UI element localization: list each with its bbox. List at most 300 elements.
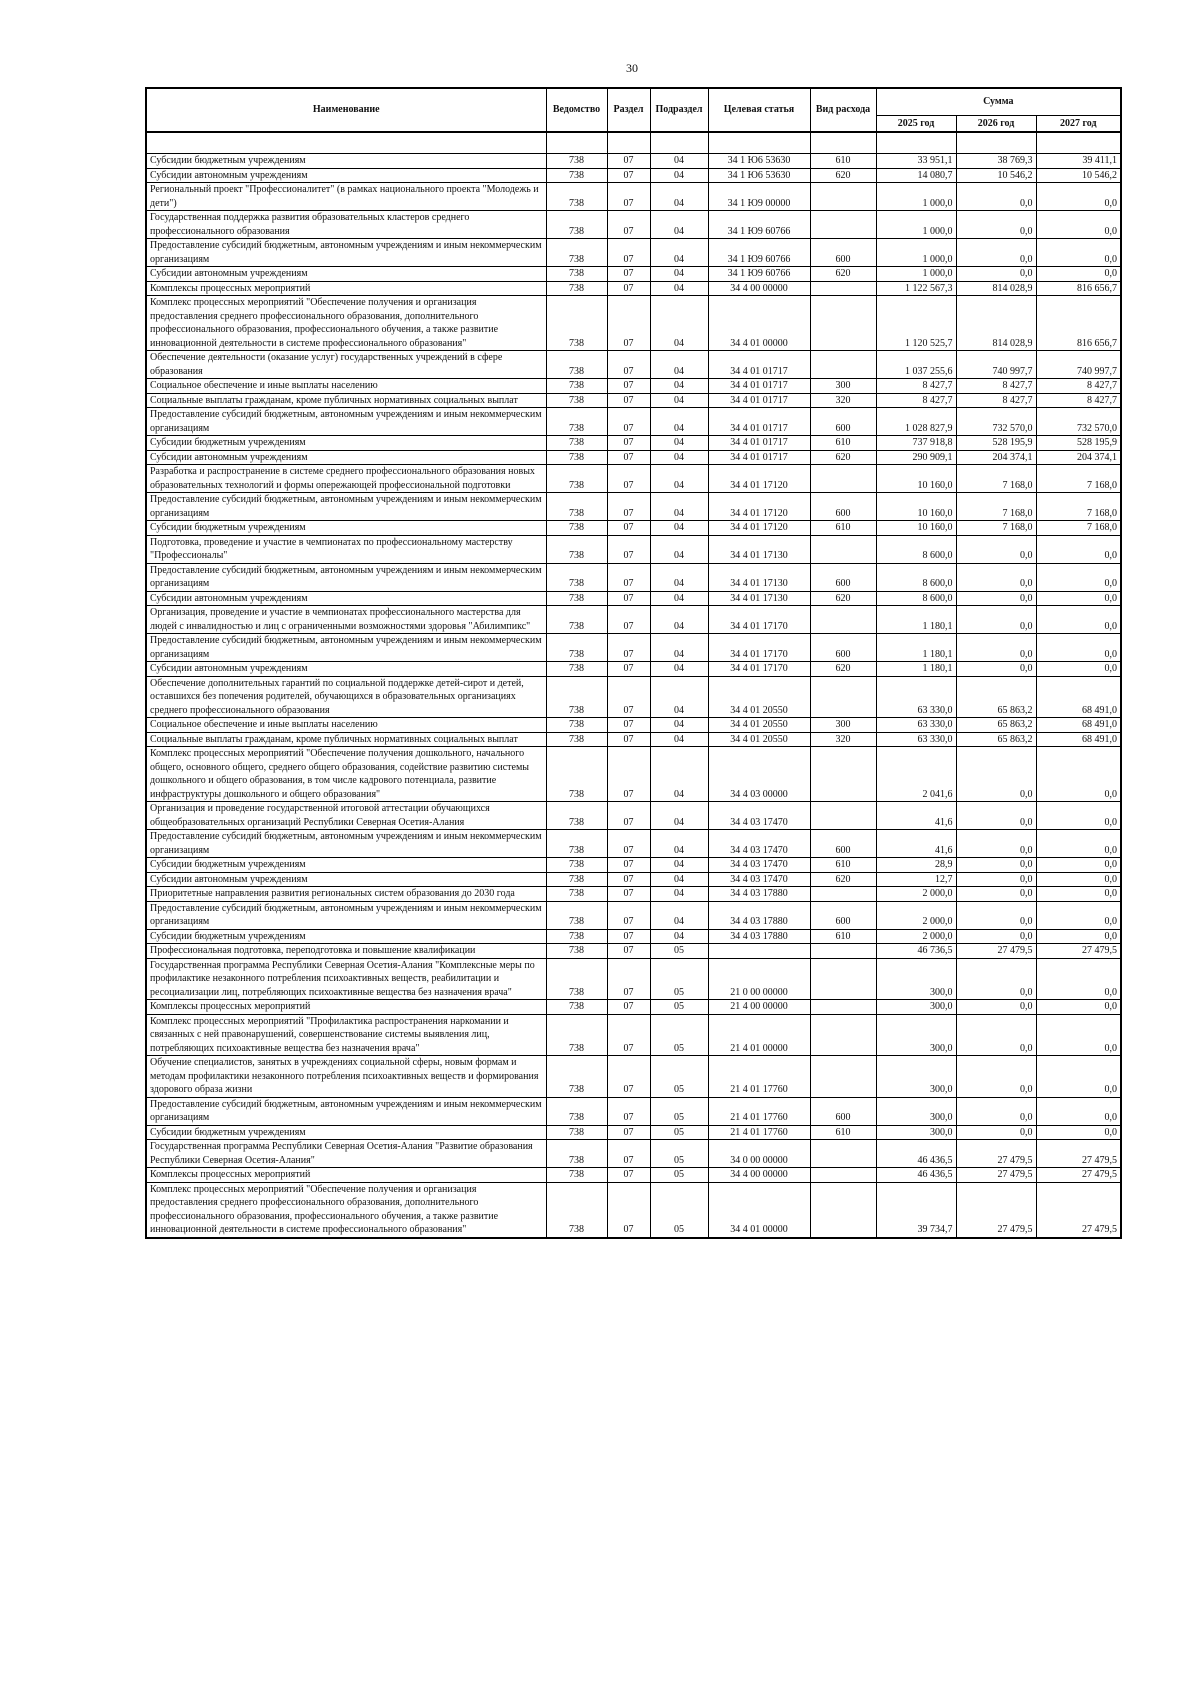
cell-2027: 0,0 [1036, 872, 1121, 887]
cell-vedomstvo: 738 [546, 351, 607, 379]
cell-vedomstvo: 738 [546, 1182, 607, 1238]
cell-razdel: 07 [607, 450, 650, 465]
cell-razdel: 07 [607, 1168, 650, 1183]
table-row [146, 830, 1121, 858]
cell-vedomstvo: 738 [546, 887, 607, 902]
cell-podrazdel: 05 [650, 1140, 708, 1168]
cell-vedomstvo: 738 [546, 1014, 607, 1056]
cell-2026: 0,0 [956, 901, 1036, 929]
cell-2027: 0,0 [1036, 830, 1121, 858]
cell-vedomstvo: 738 [546, 591, 607, 606]
cell-2026: 8 427,7 [956, 393, 1036, 408]
cell-celevaya: 34 1 Ю9 00000 [708, 183, 810, 211]
cell-celevaya: 34 4 03 17470 [708, 872, 810, 887]
cell-2026: 65 863,2 [956, 676, 1036, 718]
cell-2027: 0,0 [1036, 662, 1121, 677]
cell-podrazdel: 04 [650, 606, 708, 634]
cell-podrazdel: 04 [650, 183, 708, 211]
table-row [146, 535, 1121, 563]
cell-vedomstvo: 738 [546, 958, 607, 1000]
cell-podrazdel: 04 [650, 535, 708, 563]
cell-2027: 0,0 [1036, 634, 1121, 662]
cell-vid [810, 211, 876, 239]
header-2027: 2027 год [1036, 116, 1121, 133]
cell-2025: 46 436,5 [876, 1168, 956, 1183]
header-celevaya: Целевая статья [708, 88, 810, 132]
cell-2026: 0,0 [956, 887, 1036, 902]
budget-table [145, 87, 1122, 1239]
cell-name: Комплексы процессных мероприятий [146, 281, 546, 296]
cell-razdel: 07 [607, 606, 650, 634]
cell-2026: 740 997,7 [956, 351, 1036, 379]
cell-vedomstvo: 738 [546, 493, 607, 521]
cell-2026: 7 168,0 [956, 521, 1036, 536]
cell-podrazdel: 04 [650, 379, 708, 394]
cell-celevaya: 34 4 01 01717 [708, 450, 810, 465]
cell-podrazdel: 04 [650, 662, 708, 677]
cell-celevaya: 34 4 01 00000 [708, 1182, 810, 1238]
header-vid: Вид расхода [810, 88, 876, 132]
cell-name: Субсидии автономным учреждениям [146, 591, 546, 606]
cell-razdel: 07 [607, 521, 650, 536]
cell-2026: 0,0 [956, 1000, 1036, 1015]
cell-2026: 65 863,2 [956, 718, 1036, 733]
cell-2026: 10 546,2 [956, 168, 1036, 183]
cell-2025: 1 180,1 [876, 634, 956, 662]
cell-razdel: 07 [607, 563, 650, 591]
cell-vedomstvo: 738 [546, 296, 607, 351]
cell-name: Комплекс процессных мероприятий "Обеспечение получения и организация предоставления среднего профессионального образования, дополнительного профессионального образования, профессионального обучения, а также развитие инновационной деятельности в системе профессионального образования" [146, 1182, 546, 1238]
cell-name: Государственная программа Республики Северная Осетия-Алания "Развитие образования Республики Северная Осетия-Алания" [146, 1140, 546, 1168]
header-vedomstvo: Ведомство [546, 88, 607, 132]
cell-vedomstvo: 738 [546, 732, 607, 747]
cell-2027: 68 491,0 [1036, 732, 1121, 747]
cell-2027: 0,0 [1036, 183, 1121, 211]
cell-podrazdel: 04 [650, 211, 708, 239]
cell-name: Комплексы процессных мероприятий [146, 1168, 546, 1183]
cell-2027: 10 546,2 [1036, 168, 1121, 183]
cell-vid: 600 [810, 563, 876, 591]
cell-celevaya: 34 4 01 17120 [708, 465, 810, 493]
cell-vid [810, 1168, 876, 1183]
cell-2025: 1 180,1 [876, 606, 956, 634]
cell-podrazdel: 04 [650, 676, 708, 718]
cell-2025: 1 037 255,6 [876, 351, 956, 379]
table-row [146, 901, 1121, 929]
cell-razdel: 07 [607, 1097, 650, 1125]
cell-2027: 0,0 [1036, 591, 1121, 606]
cell-2027: 0,0 [1036, 1125, 1121, 1140]
cell-vid: 600 [810, 901, 876, 929]
cell-2026: 8 427,7 [956, 379, 1036, 394]
cell-2026: 27 479,5 [956, 1140, 1036, 1168]
cell-vid: 610 [810, 436, 876, 451]
table-row [146, 718, 1121, 733]
cell-2026: 0,0 [956, 802, 1036, 830]
cell-razdel: 07 [607, 944, 650, 959]
cell-name: Субсидии автономным учреждениям [146, 450, 546, 465]
cell-celevaya: 34 0 00 00000 [708, 1140, 810, 1168]
cell-vedomstvo: 738 [546, 267, 607, 282]
cell-name: Социальное обеспечение и иные выплаты населению [146, 718, 546, 733]
cell-vid: 300 [810, 379, 876, 394]
cell-2026: 0,0 [956, 267, 1036, 282]
cell-vedomstvo: 738 [546, 465, 607, 493]
cell-2025: 300,0 [876, 1125, 956, 1140]
cell-celevaya: 34 1 Ю6 53630 [708, 154, 810, 169]
cell-celevaya: 34 4 01 20550 [708, 676, 810, 718]
cell-2025: 1 000,0 [876, 239, 956, 267]
cell-2027: 0,0 [1036, 1000, 1121, 1015]
cell-2027: 7 168,0 [1036, 493, 1121, 521]
cell-2027: 27 479,5 [1036, 1182, 1121, 1238]
header-podrazdel: Подраздел [650, 88, 708, 132]
cell-2027: 0,0 [1036, 858, 1121, 873]
cell-vedomstvo: 738 [546, 535, 607, 563]
cell-vedomstvo: 738 [546, 436, 607, 451]
cell-podrazdel: 04 [650, 830, 708, 858]
cell-vedomstvo: 738 [546, 1056, 607, 1098]
cell-celevaya: 34 4 01 01717 [708, 393, 810, 408]
cell-vedomstvo: 738 [546, 281, 607, 296]
table-row [146, 521, 1121, 536]
table-row [146, 493, 1121, 521]
cell-2025: 2 041,6 [876, 747, 956, 802]
header-2026: 2026 год [956, 116, 1036, 133]
cell-name: Региональный проект "Профессионалитет" (в рамках национального проекта "Молодежь и дети") [146, 183, 546, 211]
cell-razdel: 07 [607, 1140, 650, 1168]
cell-vedomstvo: 738 [546, 239, 607, 267]
cell-vid: 320 [810, 732, 876, 747]
table-row [146, 872, 1121, 887]
cell-razdel: 07 [607, 718, 650, 733]
cell-vid: 620 [810, 168, 876, 183]
cell-razdel: 07 [607, 183, 650, 211]
cell-2027: 68 491,0 [1036, 676, 1121, 718]
cell-razdel: 07 [607, 747, 650, 802]
cell-2026: 0,0 [956, 872, 1036, 887]
cell-vid [810, 958, 876, 1000]
cell-podrazdel: 04 [650, 239, 708, 267]
cell-2025: 2 000,0 [876, 929, 956, 944]
table-row [146, 591, 1121, 606]
page-number: 30 [626, 61, 638, 75]
cell-2025: 63 330,0 [876, 676, 956, 718]
cell-celevaya: 34 4 03 17880 [708, 887, 810, 902]
cell-podrazdel: 04 [650, 887, 708, 902]
cell-2025: 8 427,7 [876, 379, 956, 394]
table-row [146, 944, 1121, 959]
cell-2026: 0,0 [956, 1125, 1036, 1140]
cell-celevaya: 34 4 01 17120 [708, 521, 810, 536]
cell-podrazdel: 05 [650, 1168, 708, 1183]
cell-2027: 8 427,7 [1036, 379, 1121, 394]
cell-2026: 65 863,2 [956, 732, 1036, 747]
cell-2026: 27 479,5 [956, 1182, 1036, 1238]
cell-celevaya: 34 4 03 17470 [708, 830, 810, 858]
cell-razdel: 07 [607, 1182, 650, 1238]
cell-2025: 1 000,0 [876, 211, 956, 239]
cell-2027: 0,0 [1036, 211, 1121, 239]
cell-vid: 610 [810, 154, 876, 169]
cell-2027: 0,0 [1036, 1014, 1121, 1056]
cell-2027: 0,0 [1036, 1056, 1121, 1098]
cell-razdel: 07 [607, 493, 650, 521]
table-row [146, 1140, 1121, 1168]
cell-podrazdel: 04 [650, 267, 708, 282]
cell-2026: 528 195,9 [956, 436, 1036, 451]
cell-2026: 0,0 [956, 747, 1036, 802]
cell-2027: 816 656,7 [1036, 296, 1121, 351]
table-row [146, 296, 1121, 351]
table-row [146, 379, 1121, 394]
cell-2026: 0,0 [956, 606, 1036, 634]
cell-vid [810, 1014, 876, 1056]
cell-podrazdel: 05 [650, 1014, 708, 1056]
cell-celevaya: 34 4 03 17880 [708, 929, 810, 944]
cell-2027: 816 656,7 [1036, 281, 1121, 296]
cell-celevaya: 34 4 01 01717 [708, 379, 810, 394]
cell-vedomstvo: 738 [546, 379, 607, 394]
cell-vid [810, 1182, 876, 1238]
cell-2027: 204 374,1 [1036, 450, 1121, 465]
cell-vid [810, 351, 876, 379]
cell-vid [810, 1056, 876, 1098]
cell-name: Субсидии бюджетным учреждениям [146, 1125, 546, 1140]
cell-vedomstvo: 738 [546, 1168, 607, 1183]
cell-celevaya: 34 1 Ю6 53630 [708, 168, 810, 183]
cell-2026: 0,0 [956, 1014, 1036, 1056]
cell-name: Комплекс процессных мероприятий "Обеспечение получения и организация предоставления среднего профессионального образования, дополнительного профессионального образования, профессионального обучения, а также развитие инновационной деятельности в системе профессионального образования" [146, 296, 546, 351]
table-row [146, 393, 1121, 408]
cell-vid: 620 [810, 872, 876, 887]
cell-razdel: 07 [607, 830, 650, 858]
cell-podrazdel: 04 [650, 450, 708, 465]
cell-2027: 740 997,7 [1036, 351, 1121, 379]
cell-2027: 7 168,0 [1036, 465, 1121, 493]
cell-razdel: 07 [607, 465, 650, 493]
cell-2025: 290 909,1 [876, 450, 956, 465]
cell-2026: 0,0 [956, 958, 1036, 1000]
cell-razdel: 07 [607, 281, 650, 296]
cell-vedomstvo: 738 [546, 872, 607, 887]
cell-2027: 27 479,5 [1036, 944, 1121, 959]
cell-2025: 300,0 [876, 1097, 956, 1125]
cell-vid: 620 [810, 267, 876, 282]
cell-vid: 620 [810, 591, 876, 606]
cell-podrazdel: 04 [650, 732, 708, 747]
cell-celevaya: 34 4 01 17170 [708, 662, 810, 677]
cell-vedomstvo: 738 [546, 676, 607, 718]
cell-vid: 620 [810, 450, 876, 465]
cell-razdel: 07 [607, 634, 650, 662]
cell-2025: 8 600,0 [876, 535, 956, 563]
cell-name: Государственная поддержка развития образовательных кластеров среднего профессионального образования [146, 211, 546, 239]
cell-vid: 600 [810, 408, 876, 436]
cell-2027: 0,0 [1036, 802, 1121, 830]
cell-celevaya: 34 4 01 17130 [708, 535, 810, 563]
cell-name: Субсидии бюджетным учреждениям [146, 858, 546, 873]
cell-2027: 39 411,1 [1036, 154, 1121, 169]
cell-2027: 8 427,7 [1036, 393, 1121, 408]
cell-podrazdel: 05 [650, 1125, 708, 1140]
cell-vid: 320 [810, 393, 876, 408]
cell-vid: 610 [810, 521, 876, 536]
cell-celevaya: 34 4 00 00000 [708, 1168, 810, 1183]
cell-vedomstvo: 738 [546, 1097, 607, 1125]
cell-razdel: 07 [607, 958, 650, 1000]
cell-2026: 0,0 [956, 591, 1036, 606]
cell-vid: 600 [810, 1097, 876, 1125]
cell-podrazdel: 04 [650, 408, 708, 436]
table-row [146, 958, 1121, 1000]
cell-podrazdel: 04 [650, 747, 708, 802]
cell-podrazdel: 05 [650, 944, 708, 959]
cell-celevaya: 34 1 Ю9 60766 [708, 239, 810, 267]
cell-vedomstvo: 738 [546, 168, 607, 183]
cell-podrazdel: 04 [650, 296, 708, 351]
cell-name: Профессиональная подготовка, переподготовка и повышение квалификации [146, 944, 546, 959]
cell-celevaya: 34 4 01 20550 [708, 732, 810, 747]
cell-2025: 300,0 [876, 958, 956, 1000]
cell-2025: 46 436,5 [876, 1140, 956, 1168]
cell-2025: 300,0 [876, 1056, 956, 1098]
cell-vedomstvo: 738 [546, 211, 607, 239]
cell-razdel: 07 [607, 662, 650, 677]
cell-razdel: 07 [607, 1000, 650, 1015]
cell-vedomstvo: 738 [546, 1140, 607, 1168]
cell-celevaya [708, 944, 810, 959]
cell-name: Субсидии автономным учреждениям [146, 267, 546, 282]
cell-vid [810, 296, 876, 351]
cell-celevaya: 21 4 01 17760 [708, 1056, 810, 1098]
cell-razdel: 07 [607, 802, 650, 830]
cell-name: Предоставление субсидий бюджетным, автономным учреждениям и иным некоммерческим организациям [146, 563, 546, 591]
cell-vedomstvo: 738 [546, 450, 607, 465]
cell-2027: 528 195,9 [1036, 436, 1121, 451]
cell-podrazdel: 04 [650, 858, 708, 873]
table-row [146, 732, 1121, 747]
cell-2025: 737 918,8 [876, 436, 956, 451]
cell-podrazdel: 04 [650, 351, 708, 379]
cell-razdel: 07 [607, 1056, 650, 1098]
cell-2025: 8 427,7 [876, 393, 956, 408]
table-body [146, 132, 1121, 1238]
cell-2026: 0,0 [956, 239, 1036, 267]
cell-2025: 1 120 525,7 [876, 296, 956, 351]
cell-2026: 0,0 [956, 563, 1036, 591]
cell-celevaya: 34 4 01 17170 [708, 634, 810, 662]
cell-vid [810, 281, 876, 296]
cell-2027: 68 491,0 [1036, 718, 1121, 733]
cell-vedomstvo: 738 [546, 408, 607, 436]
cell-2025: 1 122 567,3 [876, 281, 956, 296]
cell-name: Обучение специалистов, занятых в учреждениях социальной сферы, новым формам и методам профилактики незаконного потребления психоактивных веществ и формирования здорового образа жизни [146, 1056, 546, 1098]
cell-razdel: 07 [607, 858, 650, 873]
cell-podrazdel: 04 [650, 393, 708, 408]
header-name: Наименование [146, 88, 546, 132]
table-row [146, 239, 1121, 267]
cell-razdel: 07 [607, 1125, 650, 1140]
cell-podrazdel: 04 [650, 563, 708, 591]
cell-vid [810, 944, 876, 959]
cell-vid [810, 802, 876, 830]
cell-name: Организация и проведение государственной итоговой аттестации обучающихся общеобразовательных организаций Республики Северная Осетия-Алания [146, 802, 546, 830]
cell-celevaya: 34 1 Ю9 60766 [708, 267, 810, 282]
cell-razdel: 07 [607, 929, 650, 944]
cell-vid: 610 [810, 929, 876, 944]
cell-celevaya: 21 4 01 17760 [708, 1125, 810, 1140]
cell-2026: 27 479,5 [956, 944, 1036, 959]
cell-2025: 8 600,0 [876, 591, 956, 606]
table-row [146, 211, 1121, 239]
cell-vid [810, 465, 876, 493]
cell-2026: 0,0 [956, 634, 1036, 662]
cell-name: Предоставление субсидий бюджетным, автономным учреждениям и иным некоммерческим организациям [146, 634, 546, 662]
cell-vid: 600 [810, 634, 876, 662]
cell-2025: 2 000,0 [876, 901, 956, 929]
cell-2025: 63 330,0 [876, 732, 956, 747]
cell-2026: 0,0 [956, 830, 1036, 858]
cell-name: Субсидии бюджетным учреждениям [146, 521, 546, 536]
cell-vid: 610 [810, 1125, 876, 1140]
cell-name: Субсидии автономным учреждениям [146, 872, 546, 887]
cell-podrazdel: 04 [650, 465, 708, 493]
cell-name: Предоставление субсидий бюджетным, автономным учреждениям и иным некоммерческим организациям [146, 239, 546, 267]
cell-razdel: 07 [607, 154, 650, 169]
cell-2026: 204 374,1 [956, 450, 1036, 465]
cell-podrazdel: 04 [650, 802, 708, 830]
cell-vedomstvo: 738 [546, 747, 607, 802]
cell-vedomstvo: 738 [546, 858, 607, 873]
cell-2027: 0,0 [1036, 1097, 1121, 1125]
cell-podrazdel: 05 [650, 1056, 708, 1098]
cell-2026: 27 479,5 [956, 1168, 1036, 1183]
table-row [146, 351, 1121, 379]
table-row [146, 1182, 1121, 1238]
cell-vedomstvo: 738 [546, 901, 607, 929]
cell-razdel: 07 [607, 535, 650, 563]
cell-2025: 41,6 [876, 802, 956, 830]
cell-vedomstvo: 738 [546, 662, 607, 677]
cell-celevaya: 34 4 03 00000 [708, 747, 810, 802]
cell-2025: 1 028 827,9 [876, 408, 956, 436]
cell-name: Подготовка, проведение и участие в чемпионатах по профессиональному мастерству "Профессионалы" [146, 535, 546, 563]
cell-vid [810, 1140, 876, 1168]
cell-vedomstvo: 738 [546, 1000, 607, 1015]
cell-2027: 27 479,5 [1036, 1168, 1121, 1183]
cell-vedomstvo: 738 [546, 606, 607, 634]
cell-celevaya: 34 4 01 20550 [708, 718, 810, 733]
cell-2026: 0,0 [956, 1097, 1036, 1125]
cell-2025: 8 600,0 [876, 563, 956, 591]
cell-vedomstvo: 738 [546, 563, 607, 591]
cell-name: Приоритетные направления развития региональных систем образования до 2030 года [146, 887, 546, 902]
cell-razdel: 07 [607, 732, 650, 747]
cell-razdel: 07 [607, 408, 650, 436]
cell-name: Организация, проведение и участие в чемпионатах профессионального мастерства для людей с инвалидностью и лиц с ограниченными возможностями здоровья "Абилимпикс" [146, 606, 546, 634]
cell-razdel: 07 [607, 351, 650, 379]
cell-2025: 39 734,7 [876, 1182, 956, 1238]
table-row [146, 606, 1121, 634]
cell-vedomstvo: 738 [546, 944, 607, 959]
cell-2026: 0,0 [956, 535, 1036, 563]
cell-2025: 1 180,1 [876, 662, 956, 677]
cell-2027: 0,0 [1036, 535, 1121, 563]
cell-vid [810, 676, 876, 718]
cell-razdel: 07 [607, 211, 650, 239]
cell-2027: 27 479,5 [1036, 1140, 1121, 1168]
